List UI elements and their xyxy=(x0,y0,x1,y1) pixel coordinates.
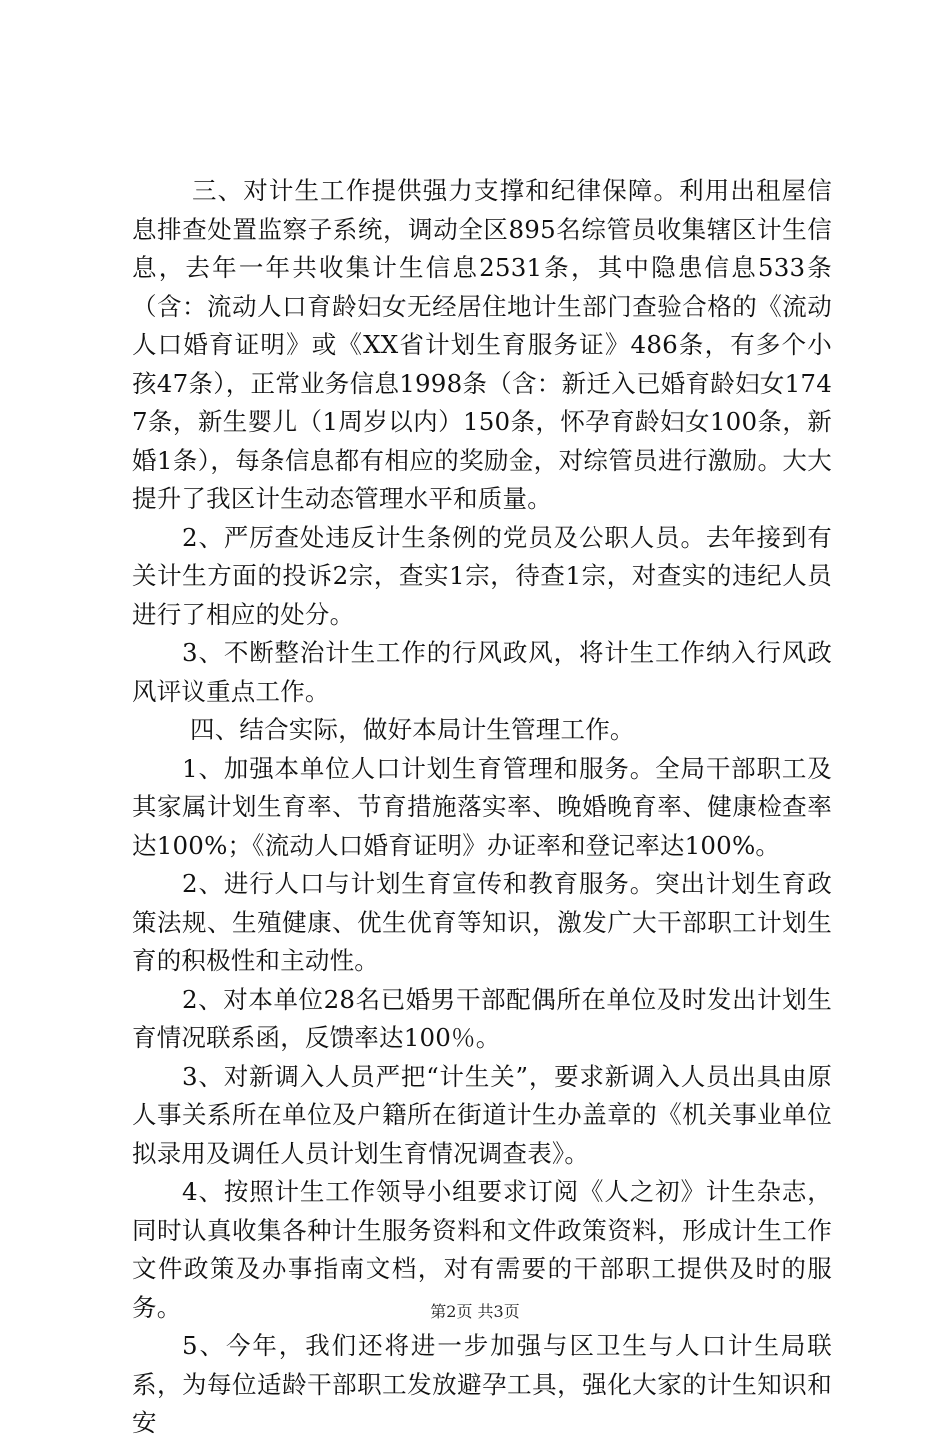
paragraph-item-4-magazine: 4、按照计生工作领导小组要求订阅《人之初》计生杂志，同时认真收集各种计生服务资料和文件政策资料，形成计生工作文件政策及办事指南文档，对有需要的干部职工提供及时的服务。 xyxy=(132,1177,832,1322)
paragraph-section-three: 三、对计生工作提供强力支撑和纪律保障。利用出租屋信息排查处置监察子系统，调动全区895名综管员收集辖区计生信息，去年一年共收集计生信息2531条，其中隐患信息533条（含：流动人口育龄妇女无经居住地计生部门查验合格的《流动人口婚育证明》或《XX省计划生育服务证》486条，有多个小孩47条），正常业务信息1998条（含：新迁入已婚育龄妇女1747条，新生婴儿（1周岁以内）150条，怀孕育龄妇女100条，新婚1条），每条信息都有相应的奖励金，对综管员进行激励。大大提升了我区计生动态管理水平和质量。 xyxy=(132,176,832,513)
paragraph-item-2-education: 2、进行人口与计划生育宣传和教育服务。突出计划生育政策法规、生殖健康、优生优育等知识，激发广大干部职工计划生育的积极性和主动性。 xyxy=(132,869,832,975)
paragraph-item-2-discipline: 2、严厉查处违反计生条例的党员及公职人员。去年接到有关计生方面的投诉2宗，查实1宗，待查1宗，对查实的违纪人员进行了相应的处分。 xyxy=(132,522,832,629)
paragraph-section-four: 四、结合实际，做好本局计生管理工作。 xyxy=(190,715,635,744)
paragraph-item-2-contact-letter: 2、对本单位28名已婚男干部配偶所在单位及时发出计划生育情况联系函，反馈率达100％。 xyxy=(132,984,832,1052)
paragraph-item-5-this-year: 5、今年，我们还将进一步加强与区卫生与人口计生局联系，为每位适龄干部职工发放避孕工具，强化大家的计生知识和安 xyxy=(132,1331,832,1437)
paragraph-item-3-new-staff: 3、对新调入人员严把“计生关”，要求新调入人员出具由原人事关系所在单位及户籍所在街道计生办盖章的《机关事业单位拟录用及调任人员计划生育情况调查表》。 xyxy=(132,1061,832,1168)
paragraph-item-1-management: 1、加强本单位人口计划生育管理和服务。全局干部职工及其家属计划生育率、节育措施落实率、晚婚晚育率、健康检查率达100%；《流动人口婚育证明》办证率和登记率达100%。 xyxy=(132,753,832,860)
paragraph-item-3-conduct: 3、不断整治计生工作的行风政风，将计生工作纳入行风政风评议重点工作。 xyxy=(132,638,832,706)
page-number-footer: 第2页 共3页 xyxy=(430,1302,520,1321)
document-body xyxy=(132,172,832,1443)
